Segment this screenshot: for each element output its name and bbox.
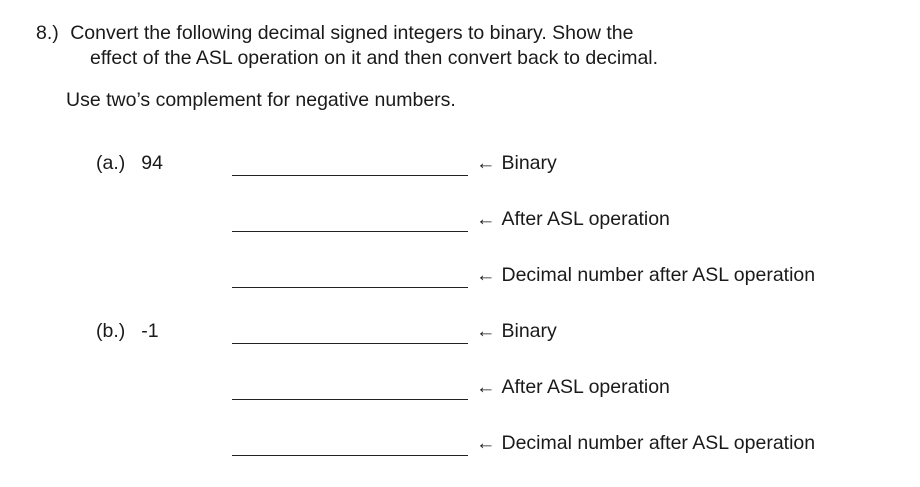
left-arrow-icon: ←	[476, 432, 496, 454]
part-a-decimal-blank[interactable]	[232, 287, 468, 288]
part-a-letter: (a.)	[96, 152, 126, 174]
part-b-asl-hint-text: After ASL operation	[501, 376, 670, 398]
part-b-decimal-hint	[476, 431, 815, 455]
part-a-value: 94	[141, 152, 163, 174]
question-line-1	[36, 21, 633, 45]
part-b-letter: (b.)	[96, 320, 126, 342]
part-a-decimal-hint-text: Decimal number after ASL operation	[501, 264, 816, 286]
part-a-binary-blank[interactable]	[232, 175, 468, 176]
left-arrow-icon: ←	[476, 208, 496, 230]
part-a-asl-hint	[476, 207, 670, 231]
left-arrow-icon: ←	[476, 264, 496, 286]
part-a-binary-hint-text: Binary	[501, 152, 557, 174]
question-number: 8.)	[36, 22, 59, 44]
part-b-asl-row	[232, 373, 892, 403]
left-arrow-icon: ←	[476, 320, 496, 342]
part-b-value: -1	[141, 320, 159, 342]
part-b-label	[96, 319, 159, 343]
question-text-line-2: effect of the ASL operation on it and then convert back to decimal.	[90, 47, 659, 69]
left-arrow-icon: ←	[476, 152, 496, 174]
part-b-binary-hint	[476, 319, 557, 343]
left-arrow-icon: ←	[476, 376, 496, 398]
part-b-binary-hint-text: Binary	[501, 320, 557, 342]
part-a-label	[96, 151, 163, 175]
question-text-line-1: Convert the following decimal signed integers to binary. Show the	[70, 22, 634, 44]
part-b-asl-blank[interactable]	[232, 399, 468, 400]
part-a-asl-hint-text: After ASL operation	[501, 208, 670, 230]
part-b-decimal-hint-text: Decimal number after ASL operation	[501, 432, 816, 454]
part-a-asl-row	[232, 205, 892, 235]
part-b-decimal-row	[232, 429, 892, 459]
part-a-binary-hint	[476, 151, 557, 175]
instruction-text: Use two’s complement for negative numbers.	[66, 89, 456, 111]
part-a-decimal-hint	[476, 263, 815, 287]
part-a-asl-blank[interactable]	[232, 231, 468, 232]
part-b-binary-row	[232, 317, 892, 347]
part-b-asl-hint	[476, 375, 670, 399]
part-a-binary-row	[232, 149, 892, 179]
part-b-decimal-blank[interactable]	[232, 455, 468, 456]
part-a-decimal-row	[232, 261, 892, 291]
part-b-binary-blank[interactable]	[232, 343, 468, 344]
